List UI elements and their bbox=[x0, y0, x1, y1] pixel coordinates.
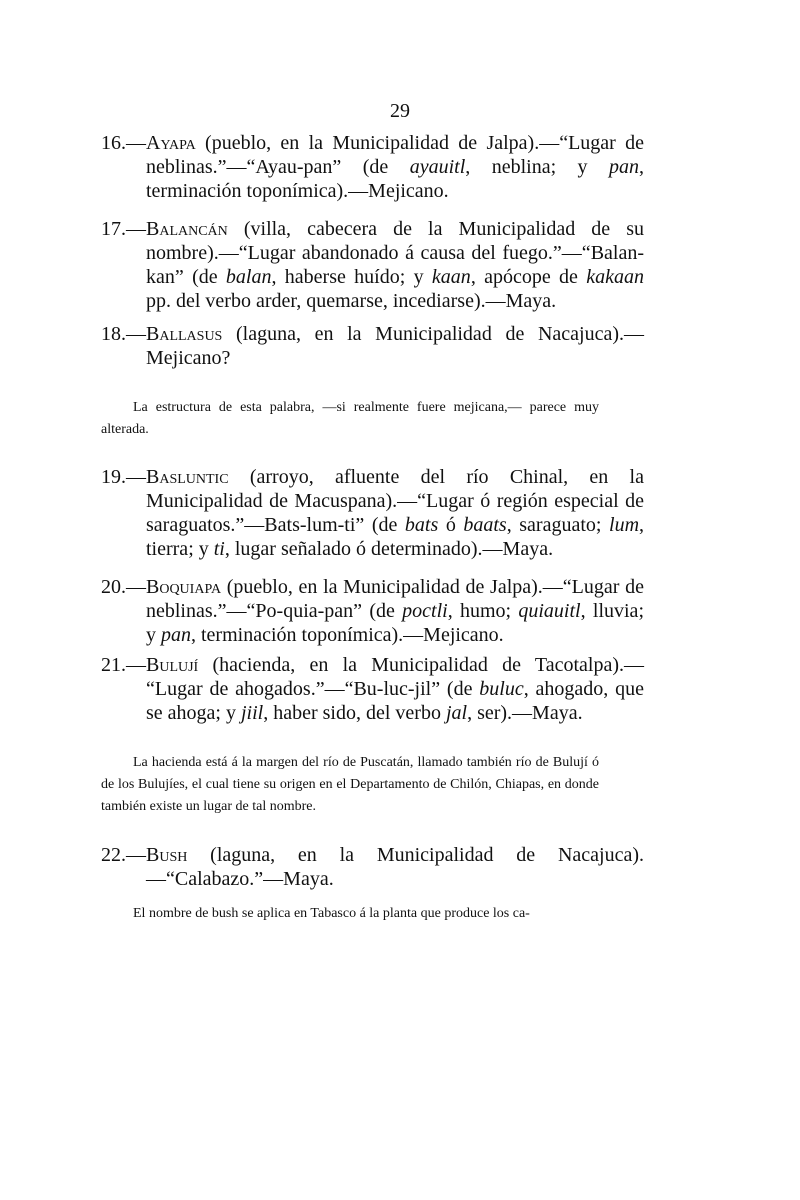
entry-text: , tierra; y bbox=[146, 514, 645, 560]
etymon: kaan bbox=[431, 266, 471, 288]
entry-headword: Basluntic bbox=[146, 466, 229, 488]
etymon: kakaan bbox=[586, 266, 645, 288]
etymon: buluc bbox=[479, 678, 524, 700]
entry-text: , humo; bbox=[447, 600, 519, 622]
entry-number: 22.— bbox=[101, 844, 146, 866]
entry-text: , haber sido, del verbo bbox=[263, 702, 446, 724]
entry-text: , ahogado, que se ahoga; y bbox=[146, 678, 644, 724]
etymon: baats bbox=[463, 514, 507, 536]
entry-text: (pueblo, en la Municipalidad de Jalpa).—“Lugar de neblinas.”—“Po-quia-pan” (de bbox=[146, 576, 644, 622]
entry-number: 21.— bbox=[101, 654, 146, 676]
entry-text: , ser).—Maya. bbox=[467, 702, 583, 724]
entry-text: , neblina; y bbox=[465, 156, 609, 178]
footnote-18 bbox=[101, 397, 599, 441]
etymon: bats bbox=[404, 514, 439, 536]
etymon: pan bbox=[161, 624, 191, 646]
entry-headword: Boquiapa bbox=[146, 576, 222, 598]
footnote-22 bbox=[101, 903, 599, 925]
entry-number: 18.— bbox=[101, 323, 146, 345]
entry-text: ó bbox=[438, 514, 464, 536]
page-number: 29 bbox=[390, 100, 410, 122]
entry-text: (laguna, en la Municipalidad de Nacajuca).—“Calabazo.”—Maya. bbox=[146, 844, 644, 890]
entry-text: , haberse huído; y bbox=[271, 266, 432, 288]
entry-text: , lluvia; y bbox=[146, 600, 644, 646]
entry-text: pp. del verbo arder, quemarse, incediarse).—Maya. bbox=[146, 290, 557, 312]
entry-text: , lugar señalado ó determinado).—Maya. bbox=[224, 538, 554, 560]
entry-text: (villa, cabecera de la Municipalidad de su nombre).—“Lugar abandonado á causa del fuego.”—“Balan-kan” (de bbox=[146, 218, 644, 288]
etymon: balan bbox=[225, 266, 272, 288]
entry-headword: Balancán bbox=[146, 218, 228, 240]
etymon: jal bbox=[445, 702, 468, 724]
entry-headword: Bulují bbox=[146, 654, 199, 676]
etymon: pan bbox=[609, 156, 639, 178]
entry-headword: Ayapa bbox=[146, 132, 196, 154]
etymon: ti bbox=[213, 538, 225, 560]
entry-text: , apócope de bbox=[470, 266, 587, 288]
entry-number: 17.— bbox=[101, 218, 146, 240]
entry-text: (hacienda, en la Municipalidad de Tacotalpa).— “Lugar de ahogados.”—“Bu-luc-jil” (de bbox=[146, 654, 644, 700]
note-text: La estructura de esta palabra, —si realmente fuere mejicana,— parece muy alterada. bbox=[101, 400, 599, 437]
etymon: quiauitl bbox=[518, 600, 581, 622]
etymon: lum bbox=[609, 514, 640, 536]
entry-21 bbox=[101, 653, 644, 725]
entry-number: 16.— bbox=[101, 132, 146, 154]
entry-18 bbox=[101, 322, 644, 370]
entry-text: , terminación toponímica).—Mejicano. bbox=[191, 624, 504, 646]
entry-number: 19.— bbox=[101, 466, 146, 488]
entry-19 bbox=[101, 465, 644, 561]
footnote-21 bbox=[101, 752, 599, 818]
etymon: jiil bbox=[240, 702, 264, 724]
entry-20 bbox=[101, 575, 644, 647]
entry-text: (arroyo, afluente del río Chinal, en la Municipalidad de Macuspana).—“Lugar ó región especial de saraguatos.”—Bats-lum-ti” (de bbox=[146, 466, 644, 536]
entry-text: , saraguato; bbox=[506, 514, 610, 536]
entry-text: (laguna, en la Municipalidad de Nacajuca).— Mejicano? bbox=[146, 323, 644, 369]
entry-text: , terminación toponímica).—Mejicano. bbox=[146, 156, 644, 202]
entry-text: (pueblo, en la Municipalidad de Jalpa).—“Lugar de neblinas.”—“Ayau-pan” (de bbox=[146, 132, 644, 178]
etymon: ayauitl bbox=[409, 156, 466, 178]
entry-number: 20.— bbox=[101, 576, 146, 598]
note-text: La hacienda está á la margen del río de Puscatán, llamado también río de Bulují ó de los Bulujíes, el cual tiene su origen en el Departamento de Chilón, Chiapas, en donde también existe un lugar de tal nombre. bbox=[101, 755, 599, 814]
note-text: El nombre de bush se aplica en Tabasco á la planta que produce los ca- bbox=[133, 906, 530, 921]
entry-22 bbox=[101, 843, 644, 891]
entry-headword: Bush bbox=[146, 844, 188, 866]
entry-16 bbox=[101, 131, 644, 203]
entry-17 bbox=[101, 217, 644, 313]
etymon: poctli bbox=[402, 600, 448, 622]
entry-headword: Ballasus bbox=[146, 323, 223, 345]
